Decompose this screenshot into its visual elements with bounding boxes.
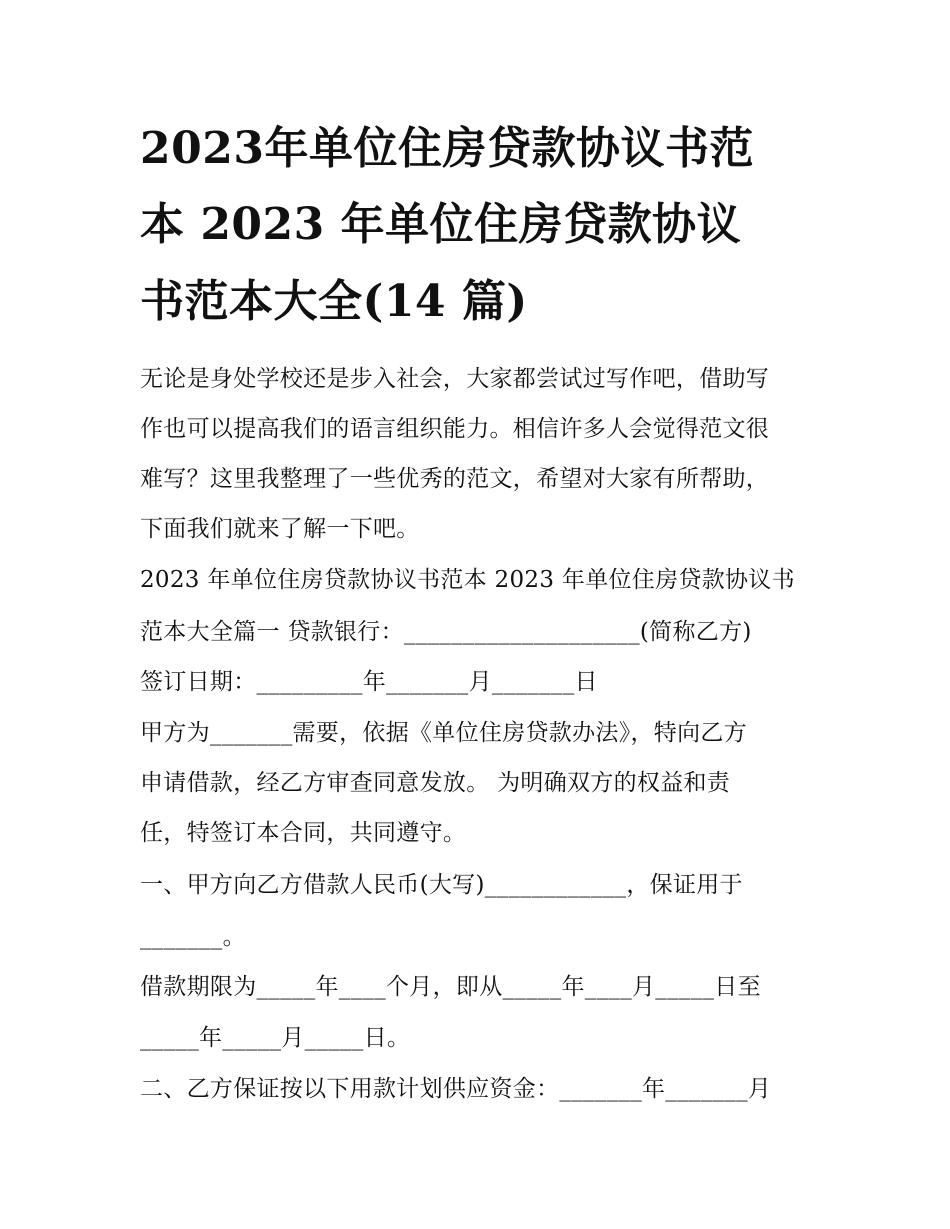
body-line: 任，特签订本合同，共同遵守。 [140, 820, 467, 846]
body-line: 无论是身处学校还是步入社会，大家都尝试过写作吧，借助写 [140, 366, 770, 392]
body-line: 2023 年单位住房贷款协议书范本 2023 年单位住房贷款协议书 [140, 567, 795, 593]
title-line-3: 书范本大全(14 篇) [140, 276, 528, 327]
body-line: 难写？这里我整理了一些优秀的范文，希望对大家有所帮助， [140, 466, 770, 492]
body-line: _____年_____月_____日。 [140, 1025, 411, 1051]
body-line: 甲方为_______需要，依据《单位住房贷款办法》，特向乙方 [140, 720, 747, 746]
title-line-1: 2023年单位住房贷款协议书范 [140, 123, 754, 174]
body-line: 作也可以提高我们的语言组织能力。相信许多人会觉得范文很 [140, 416, 770, 442]
body-line: 申请借款，经乙方审查同意发放。 为明确双方的权益和责 [140, 770, 731, 796]
body-line: 二、乙方保证按以下用款计划供应资金：_______年_______月 [140, 1076, 772, 1102]
body-line: 范本大全篇一 贷款银行：____________________(简称乙方) [140, 619, 752, 645]
body-line: 一、甲方向乙方借款人民币(大写)____________，保证用于 [140, 872, 743, 898]
body-line: 借款期限为_____年____个月，即从_____年____月_____日至 [140, 974, 761, 1000]
body-line: 下面我们就来了解一下吧。 [140, 516, 420, 542]
body-line: _______。 [140, 924, 246, 950]
body-line: 签订日期：_________年_______月_______日 [140, 669, 598, 695]
title-line-2: 本 2023 年单位住房贷款协议 [140, 199, 742, 250]
